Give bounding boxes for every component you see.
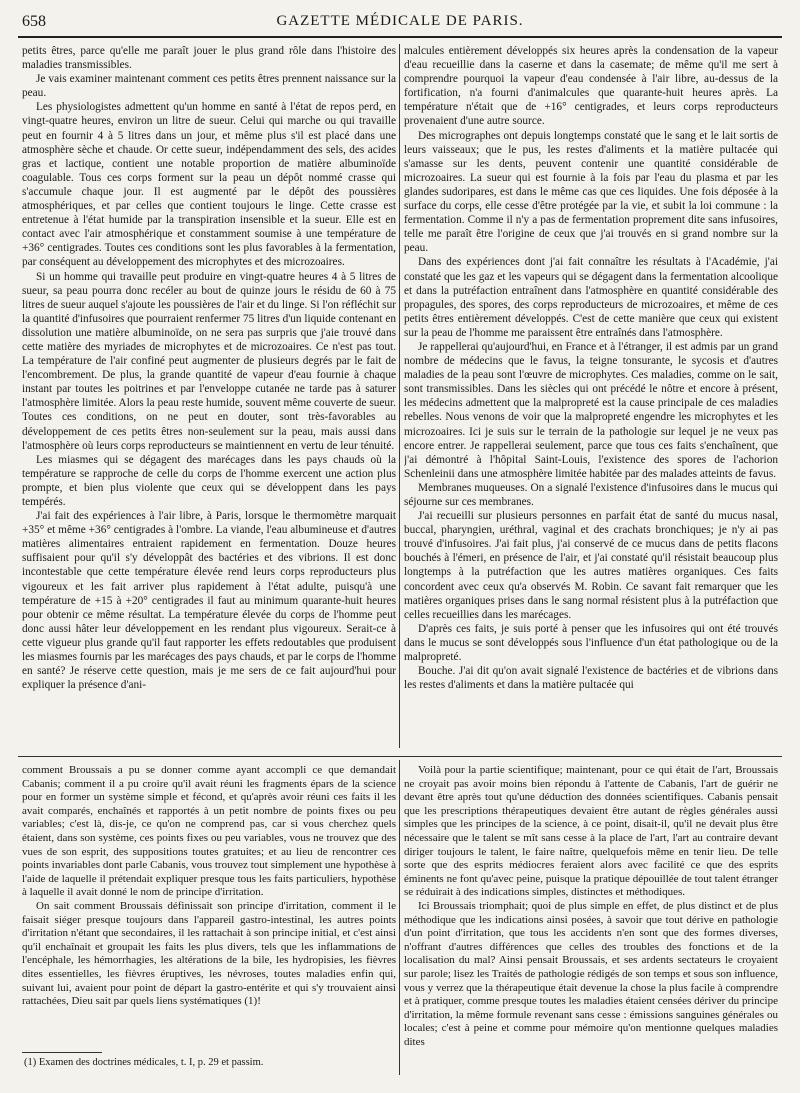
column-divider [399,44,400,748]
paragraph: On sait comment Broussais définissait son principe d'irritation, comment il le faisait siéger presque toujours dans l'appareil gastro-intestinal, les autres points d'irritation n'étant que secondaires, il les rattachait à son principe initial, et c'est ainsi qu'il enchaînait et groupait les faits les plus divers, tels que les inflammations de l'encéphale, les hémorrhagies, les altérations de la bile, les hydropisies, les fièvres dites essentielles, les fièvres éruptives, les névroses, toutes maladies enfin qui, suivant lui, avaient pour point de départ la gastro-entérite et qui s'y trouvaient ainsi rattachées, Dieu sait par quels liens systématiques (1)! [22,899,396,1008]
paragraph: D'après ces faits, je suis porté à penser que les infusoires qui ont été trouvés dans le mucus se sont développés sous l'influence d'un état pathologique ou de la malpropreté. [404,622,778,664]
page-number: 658 [22,13,46,30]
journal-title: GAZETTE MÉDICALE DE PARIS. [276,13,524,29]
paragraph: Des micrographes ont depuis longtemps constaté que le sang et le lait sortis de leurs vaisseaux; que le pus, les restes d'aliments et la matière pultacée qui s'amasse sur les dents, peuvent contenir une quantité considérable de microzoaires. La sueur qui est fournie à la fois par l'eau du plasma et par les glandes sudoripares, est dans le même cas que ces liquides. Une fois déposée à la surface du corps, elle cesse d'être protégée par la vie, et subit la loi commune : la fermentation. Comme il n'y a pas de fermentation proprement dite sans infusoires, telle me paraît être l'origine de ceux que j'ai trouvés en si grand nombre sur la peau. [404,129,778,255]
paragraph: Voilà pour la partie scientifique; maintenant, pour ce qui était de l'art, Broussais ne croyait pas avoir moins bien répondu à l'attente de Cabanis, l'art de guérir ne devant être après tout qu'une déduction des données scientifiques. Cabanis pensait que les prescriptions thérapeutiques devaient être autant de règles générales aussi simples que les principes de la science, à ce point, disait-il, qu'il ne devait plus être nécessaire que le talent se mît sans cesse à la place de l'art, l'art au contraire devant diriger toujours le talent, le faire naître, quelquefois même en tenir lieu. De telle sorte que des esprits médiocres feraient alors avec facilité ce que des esprits éminents ne font qu'avec peine, puisque la pratique dépouillée de tout talent étranger se réduirait à des indications simples, distinctes et méthodiques. [404,764,778,899]
paragraph: Bouche. J'ai dit qu'on avait signalé l'existence de bactéries et de vibrions dans les restes d'aliments et dans la matière pultacée qui [404,665,778,692]
paragraph: petits êtres, parce qu'elle me paraît jouer le plus grand rôle dans l'histoire des maladies transmissibles. [22,45,396,72]
paragraph: Dans des expériences dont j'ai fait connaître les résultats à l'Académie, j'ai constaté que les gaz et les vapeurs qui se dégagent dans la fermentation alcoolique et dans la putréfaction entraînent dans l'atmosphère en quantité considérable des propagules, des spores, des corps reproducteurs de microzoaires, et même de ces petits êtres entièrement développés. C'est de cette manière que ceux qui existent sur la peau de l'homme me paraissent être entraînés dans l'atmosphère. [404,256,778,339]
page-header [18,10,782,38]
paragraph: Membranes muqueuses. On a signalé l'existence d'infusoires dans le mucus qui séjourne sur ces membranes. [404,481,778,508]
paragraph: comment Broussais a pu se donner comme ayant accompli ce que demandait Cabanis; comment il a pu croire qu'il avait réuni les fragments épars de la science pour en former un système simple et fécond, et qu'après avoir réuni ces faits il les avait comparés, enchaînés et rapportés à un petit nombre de points fixes ou peu variables; c'est là, dis-je, ce qu'on ne comprend pas, car si vous cherchez quels étaient, dans son système, ces points fixes ou peu variables, vous ne trouvez que des vues de son esprit, des suppositions toutes gratuites; et au lieu de rencontrer ces points invariables dont parle Cabanis, vous trouvez tout simplement une hypothèse à l'aide de laquelle il prétendait expliquer presque tous les faits particuliers, hypothèse à laquelle il avait donné le nom de principe d'irritation. [22,764,396,899]
footnote: (1) Examen des doctrines médicales, t. I, p. 29 et passim. [24,1057,264,1068]
paragraph: Les miasmes qui se dégagent des marécages dans les pays chauds où la température se rapproche de celle du corps de l'homme exercent une action plus prompte, et bien plus violente que ceux qui se développent dans les pays tempérés. [22,453,396,508]
paragraph: Je vais examiner maintenant comment ces petits êtres prennent naissance sur la peau. [22,73,396,100]
paragraph: malcules entièrement développés six heures après la condensation de la vapeur d'eau recueillie dans la caserne et dans la casemate; de même qu'il me sert à comprendre pourquoi la vapeur d'eau condensée à l'air libre, au-dessus de la fortification, n'a fourni d'animalcules que quarante-huit heures après. La température n'était que de +16° centigrades, et leurs corps reproducteurs provenaient d'une autre source. [404,45,778,128]
footnote-rule [22,1052,102,1053]
paragraph: Si un homme qui travaille peut produire en vingt-quatre heures 4 à 5 litres de sueur, sa peau pourra donc recéler au bout de quinze jours le résidu de 60 à 75 litres de sueur auquel s'ajoute les poussières de l'air et du linge. Si l'on réfléchit sur la quantité d'infusoires que pourraient renfermer 75 litres d'un liquide contenant en dissolution une matière albuminoïde, on ne sera pas surpris que j'aie trouvé dans cette matière des myriades de microphytes et de microzoaires. Ce n'est pas tout. La température de l'air confiné peut augmenter de plusieurs degrés par le fait de l'encombrement. De plus, la grande quantité de vapeur d'eau fournie à chaque instant par toutes les poitrines et par l'enveloppe cutanée ne tarde pas à saturer l'atmosphère limitée. Alors la peau reste humide, souvent même couverte de sueur. Toutes ces conditions, on ne peut en douter, sont très-favorables au développement de ces petits êtres non-seulement sur la peau, mais aussi dans l'atmosphère où leurs corps reproducteurs se maintiennent en vertu de leur ténuité. [22,270,396,452]
column-divider-bottom [399,760,400,1075]
paragraph: Ici Broussais triomphait; quoi de plus simple en effet, de plus distinct et de plus méthodique que les indications ainsi posées, à savoir que tout dérive en pathologie d'un point d'irritation, que tous les accidents n'en sont que des formes diverses, n'offrant d'autres différences que celles des troubles des fonctions et de la localisation du mal? Ainsi pensait Broussais, et ses ardents sectateurs le croyaient sur parole; lisez les Traités de pathologie rédigés de son temps et sous son influence, vous y verrez que la thérapeutique était devenue la chose la plus facile à comprendre et à pratiquer, comme presque toutes les maladies étaient censées dériver du principe d'irritation, la même formule revenant sans cesse : émissions sanguines générales ou locales; c'est à peine et comme pour mémoire qu'on mentionne quelques maladies dites [404,899,778,1048]
column-bottom-left [22,764,396,1050]
column-bottom-right [404,764,778,1076]
paragraph: Les physiologistes admettent qu'un homme en santé à l'état de repos perd, en vingt-quatre heures, environ un litre de sueur. Celui qui marche ou qui travaille peut en fournir 4 à 5 litres dans un jour, et même plus s'il est placé dans une atmosphère sèche et chaude. Or cette sueur, indépendamment des sels, des acides gras et lactique, contient une notable proportion de matière albuminoïde coagulable. Tous ces corps forment sur la peau un dépôt nommé crasse qui s'accumule chaque jour. Il est augmenté par le dépôt des poussières atmosphériques, et par celles que contient toujours le linge. Cette crasse est entretenue à l'état humide par la transpiration insensible et la sueur. Elle est en contact avec l'air atmosphérique et constamment soumise à une température de +36° centigrades. Toutes ces conditions sont les plus favorables à la fermentation, par conséquent au développement des microphytes et des microzoaires. [22,101,396,269]
paragraph: J'ai fait des expériences à l'air libre, à Paris, lorsque le thermomètre marquait +35° et même +36° centigrades à l'ombre. La viande, l'eau albumineuse et d'autres matières alimentaires entraient rapidement en fermentation. Douze heures suffisaient pour qu'il s'y développât des bactéries et des vibrions. Il est donc incontestable que cette température élevée rend leurs corps reproducteurs plus vigoureux et les fait arriver plus rapidement à l'état adulte, puisqu'à une température de +15 à +20° centigrades il faut au minimum quarante-huit heures pour obtenir ce même résultat. La température élevée du corps de l'homme peut donc aussi hâter leur développement en les rendant plus vigoureux. Serait-ce à cette vigueur plus grande qu'il faut rapporter les effets redoutables que produisent les miasmes fournis par les marécages des pays chauds, et par le corps de l'homme en santé? Je réserve cette question, mais je me sers de ce fait aujourd'hui pour expliquer la présence d'ani- [22,510,396,692]
paragraph: Je rappellerai qu'aujourd'hui, en France et à l'étranger, il est admis par un grand nombre de médecins que le favus, la teigne tonsurante, le sycosis et d'autres maladies de la peau sont l'œuvre de microphytes. Ces maladies, comme on le sait, sont transmissibles. Dans les siècles qui ont précédé le nôtre et encore à présent, les médecins admettent que la malpropreté est la cause principale de ces maladies rebelles. Nous venons de voir que la malpropreté engendre les microphytes et les microzoaires. Ici je suis sur le terrain de la pathologie sur lequel je ne veux pas encore entrer. Je rappellerai seulement, parce que tous ces faits s'enchaînent, que j'ai démontré à l'hôpital Saint-Louis, l'existence des spores de l'achorion Schenleinii dans une atmosphère limitée habitée par des malades atteints de favus. [404,340,778,480]
paragraph: J'ai recueilli sur plusieurs personnes en parfait état de santé du mucus nasal, buccal, pharyngien, uréthral, vaginal et des crachats bronchiques; je n'y ai pas trouvé d'infusoires. J'ai fait plus, j'ai conservé de ce mucus dans de petits flacons bouchés à l'émeri, en présence de l'air, et j'ai constaté qu'il résistait beaucoup plus longtemps à la putréfaction que les autres matières organiques. Ces faits concordent avec ceux qu'a observés M. Robin. Ce savant fait remarquer que les matières organiques prises dans le sang normal résistent plus à la putréfaction que celles recueillies dans les marécages. [404,510,778,621]
section-divider [18,756,782,757]
column-top-right [404,44,778,746]
column-top-left [22,44,396,746]
